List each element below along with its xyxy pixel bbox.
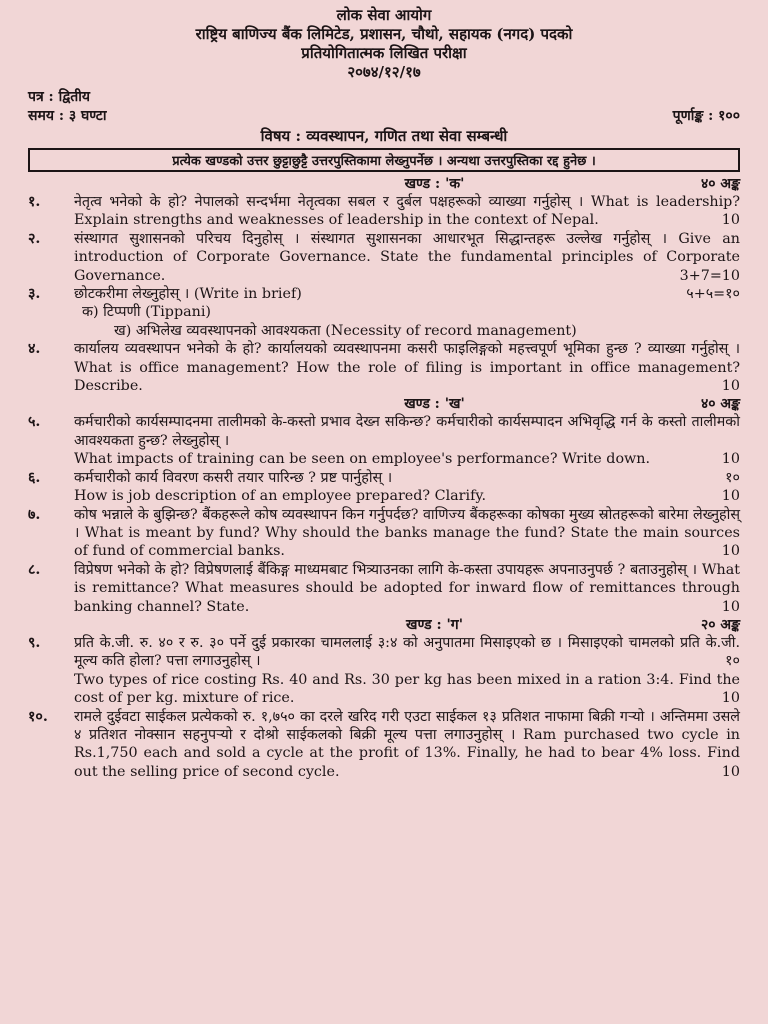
exam-type: प्रतियोगितात्मक लिखित परीक्षा [301, 44, 467, 62]
section-marks: २० अङ्क [701, 616, 740, 633]
question-text-english: What impacts of training can be seen on employee's performance? Write down. [74, 451, 651, 468]
question-text: कार्यालय व्यवस्थापन भनेको के हो? कार्यालयको व्यवस्थापनमा कसरी फाइलिङ्गको महत्त्वपूर्ण भूमिका हुन्छ ? व्याख्या गर्नुहोस् । What is office management? How the role of filing is important in office management? Describe. [74, 341, 740, 395]
question-text: कोष भन्नाले के बुझिन्छ? बैंकहरूले कोष व्यवस्थापन किन गर्नुपर्दछ? वाणिज्य बैंकहरूका कोषका मुख्य स्रोतहरूको बारेमा लेख्नुहोस् । What is meant by fund? Why should the banks manage the fund? State the main sources of fund of commercial banks. [74, 506, 740, 560]
post-title: राष्ट्रिय बाणिज्य बैंक लिमिटेड, प्रशासन, चौथो, सहायक (नगद) पदको [195, 25, 573, 43]
question-text: रामले दुईवटा साईकल प्रत्येकको रु. १,७५० का दरले खरिद गरी एउटा साईकल १३ प्रतिशत नाफामा बिक्री गऱ्यो । अन्तिममा उसले ४ प्रतिशत नोक्सान सहनुपऱ्यो र दोश्रो साईकलको बिक्री मूल्य पत्ता लगाउनुहोस् । Ram purchased two cycle in Rs.1,750 each and sold a cycle at the profit of 13%. Finally, he had to bear 4% loss. Find out the selling price of second cycle. [74, 708, 740, 780]
question-text-english: Two types of rice costing Rs. 40 and Rs. 30 per kg has been mixed in a ration 3:4. Find the cost of per kg. mixture of rice. [74, 671, 740, 707]
question-number: ४. [28, 341, 41, 358]
paper-number: पत्र : द्वितीय [28, 89, 90, 105]
question-marks: १० [725, 653, 740, 670]
question-marks: १० [725, 469, 740, 486]
question-number: १. [28, 194, 41, 210]
org-name: लोक सेवा आयोग [336, 6, 432, 24]
question [28, 285, 740, 340]
question-marks: 3+7=10 [679, 267, 740, 284]
question [28, 634, 740, 708]
question-marks: 10 [721, 598, 740, 615]
section-title: खण्ड : 'क' [404, 176, 465, 192]
question-marks: 10 [721, 451, 740, 468]
question [28, 469, 740, 506]
question-number: २. [28, 230, 41, 247]
question [28, 561, 740, 616]
question [28, 230, 740, 285]
question-text: विप्रेषण भनेको के हो? विप्रेषणलाई बैंकिङ्ग माध्यमबाट भित्र्याउनका लागि के-कस्ता उपायहरू अपनाउनुपर्छ ? बताउनुहोस् । What is remittance? What measures should be adopted for inward flow of remittances through banking channel? State. [74, 561, 740, 615]
question-text: कर्मचारीको कार्य विवरण कसरी तयार पारिन्छ ? प्रष्ट पार्नुहोस् । [74, 469, 393, 486]
exam-date: २०७४/१२/१७ [347, 63, 421, 81]
instruction-box: प्रत्येक खण्डको उत्तर छुट्टाछुट्टै उत्तरपुस्तिकामा लेख्नुपर्नेछ । अन्यथा उत्तरपुस्तिका रद्द हुनेछ । [28, 148, 740, 172]
section-marks: ४० अङ्क [701, 176, 740, 192]
question [28, 340, 740, 395]
question-marks: ५+५=१० [686, 286, 740, 303]
sub-question-b: ख) अभिलेख व्यवस्थापनको आवश्यकता (Necessity of record management) [114, 322, 577, 339]
question [28, 708, 740, 782]
question-number: ६. [28, 469, 41, 486]
question-text: संस्थागत सुशासनको परिचय दिनुहोस् । संस्थागत सुशासनका आधारभूत सिद्धान्तहरू उल्लेख गर्नुहोस् । Give an introduction of Corporate Governance. State the fundamental principles of Corporate Governance. [74, 230, 740, 284]
paper-meta [28, 88, 740, 126]
paper-header [28, 6, 740, 82]
question-marks: 10 [721, 763, 740, 780]
question-marks: 10 [721, 378, 740, 395]
question-number: १०. [28, 708, 48, 725]
question-text: छोटकरीमा लेख्नुहोस् । (Write in brief) [74, 286, 302, 303]
full-marks: पूर्णाङ्क : १०० [672, 108, 740, 124]
section-title: खण्ड : 'ग' [406, 616, 463, 633]
question-text-english: How is job description of an employee prepared? Clarify. [74, 488, 487, 505]
question-number: ३. [28, 286, 41, 303]
question-text: प्रति के.जी. रु. ४० र रु. ३० पर्ने दुई प्रकारका चामललाई ३:४ को अनुपातमा मिसाइएको छ । मिसाइएको चामलको प्रति के.जी. मूल्य कति होला? पत्ता लगाउनुहोस् । [74, 634, 740, 670]
subject-line: विषय : व्यवस्थापन, गणित तथा सेवा सम्बन्धी [260, 127, 508, 145]
question-marks-english: 10 [721, 690, 740, 707]
question-marks: 10 [721, 212, 740, 229]
question-text: कर्मचारीको कार्यसम्पादनमा तालीमको के-कस्तो प्रभाव देख्न सकिन्छ? कर्मचारीको कार्यसम्पादन अभिवृद्धि गर्न के कस्तो तालीमको आवश्यकता हुन्छ? लेख्नुहोस् । [74, 414, 740, 449]
time-allowed: समय : ३ घण्टा [28, 108, 107, 124]
section-c-header [28, 616, 740, 634]
sub-question-a: क) टिप्पणी (Tippani) [82, 304, 211, 321]
section-b-header [28, 395, 740, 413]
section-marks: ४० अङ्क [701, 396, 740, 413]
section-a-header [28, 175, 740, 193]
question-text: नेतृत्व भनेको के हो? नेपालको सन्दर्भमा नेतृत्वका सबल र दुर्बल पक्षहरूको व्याख्या गर्नुहोस् । What is leadership? Explain strengths and weaknesses of leadership in the context of Nepal. [74, 194, 740, 229]
section-title: खण्ड : 'ख' [404, 396, 465, 413]
question-marks: 10 [721, 543, 740, 560]
question-number: ७. [28, 506, 41, 523]
question-marks-english: 10 [721, 488, 740, 505]
question [28, 506, 740, 561]
question-number: ८. [28, 561, 41, 578]
question-number: ९. [28, 634, 41, 651]
question [28, 413, 740, 468]
question-number: ५. [28, 414, 41, 431]
question [28, 193, 740, 230]
